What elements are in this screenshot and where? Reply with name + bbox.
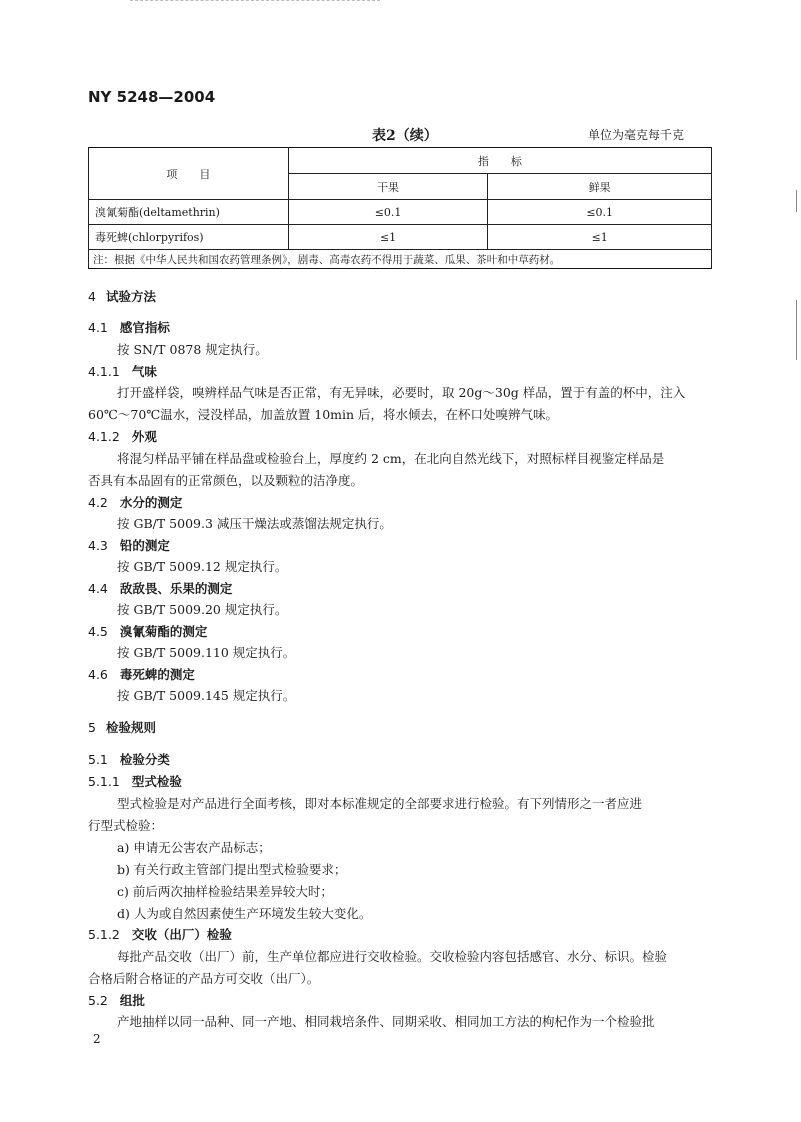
cell-dry: ≤0.1 bbox=[288, 200, 488, 225]
section-5-1-2-line1: 每批产品交收（出厂）前，生产单位都应进行交收检验。交收检验内容包括感官、水分、标识。检验 bbox=[117, 949, 668, 964]
section-5-heading: 5 检验规则 bbox=[88, 720, 156, 735]
section-4-1-2-heading: 4.1.2 外观 bbox=[88, 429, 157, 444]
cell-item: 溴氰菊酯(deltamethrin) bbox=[89, 200, 289, 225]
section-5-1-2-line2: 合格后附合格证的产品方可交收（出厂）。 bbox=[88, 971, 320, 986]
table-unit: 单位为毫克每千克 bbox=[588, 128, 685, 142]
table-row bbox=[89, 225, 712, 250]
section-4-3-text: 按 GB/T 5009.12 规定执行。 bbox=[117, 559, 288, 574]
section-4-2-text: 按 GB/T 5009.3 减压干燥法或蒸馏法规定执行。 bbox=[117, 516, 392, 531]
table-note: 注：根据《中华人民共和国农药管理条例》，剧毒、高毒农药不得用于蔬菜、瓜果、茶叶和中草药材。 bbox=[89, 250, 712, 269]
section-4-4-heading: 4.4 敌敌畏、乐果的测定 bbox=[88, 581, 233, 596]
section-4-1-heading: 4.1 感官指标 bbox=[88, 320, 170, 335]
limits-table bbox=[88, 147, 712, 269]
section-5-1-heading: 5.1 检验分类 bbox=[88, 752, 170, 767]
edge-mark bbox=[796, 300, 797, 360]
section-4-1-text: 按 SN/T 0878 规定执行。 bbox=[117, 342, 268, 357]
section-4-1-1-heading: 4.1.1 气味 bbox=[88, 364, 157, 379]
section-4-1-2-line2: 否具有本品固有的正常颜色，以及颗粒的洁净度。 bbox=[88, 473, 364, 488]
col-item-header: 项 目 bbox=[89, 148, 289, 200]
section-5-1-1-line1: 型式检验是对产品进行全面考核，即对本标准规定的全部要求进行检验。有下列情形之一者应进 bbox=[117, 796, 643, 811]
table-row bbox=[89, 200, 712, 225]
cell-fresh: ≤1 bbox=[488, 225, 712, 250]
section-4-5-text: 按 GB/T 5009.110 规定执行。 bbox=[117, 645, 296, 660]
col-dry-header: 干果 bbox=[288, 174, 488, 200]
section-4-2-heading: 4.2 水分的测定 bbox=[88, 495, 183, 510]
section-4-3-heading: 4.3 铅的测定 bbox=[88, 538, 170, 553]
section-4-4-text: 按 GB/T 5009.20 规定执行。 bbox=[117, 602, 288, 617]
section-4-1-1-line1: 打开盛样袋，嗅辨样品气味是否正常，有无异味，必要时，取 20g～30g 样品，置于有盖的杯中，注入 bbox=[117, 385, 686, 400]
cell-item: 毒死蜱(chlorpyrifos) bbox=[89, 225, 289, 250]
section-5-1-2-heading: 5.1.2 交收（出厂）检验 bbox=[88, 927, 232, 942]
list-item: d) 人为或自然因素使生产环境发生较大变化。 bbox=[117, 906, 372, 921]
list-item: a) 申请无公害农产品标志； bbox=[117, 840, 271, 855]
section-4-heading: 4 试验方法 bbox=[88, 289, 156, 304]
top-edge-line bbox=[130, 0, 380, 2]
section-4-5-heading: 4.5 溴氰菊酯的测定 bbox=[88, 624, 208, 639]
list-item: b) 有关行政主管部门提出型式检验要求； bbox=[117, 862, 347, 877]
cell-dry: ≤1 bbox=[288, 225, 488, 250]
cell-fresh: ≤0.1 bbox=[488, 200, 712, 225]
section-4-6-heading: 4.6 毒死蜱的测定 bbox=[88, 667, 195, 682]
section-5-1-1-line2: 行型式检验： bbox=[88, 818, 164, 833]
col-index-header: 指 标 bbox=[288, 148, 711, 174]
col-fresh-header: 鲜果 bbox=[488, 174, 712, 200]
page-number: 2 bbox=[93, 1032, 101, 1046]
table-caption: 表2（续） bbox=[372, 128, 438, 144]
section-4-1-1-line2: 60℃～70℃温水，浸没样品，加盖放置 10min 后，将水倾去，在杯口处嗅辨气味。 bbox=[88, 407, 559, 422]
section-5-2-heading: 5.2 组批 bbox=[88, 993, 145, 1008]
edge-mark bbox=[796, 190, 797, 212]
standard-number: NY 5248—2004 bbox=[88, 88, 216, 106]
section-5-2-line1: 产地抽样以同一品种、同一产地、相同栽培条件、同期采收、相同加工方法的枸杞作为一个检验批 bbox=[117, 1014, 655, 1029]
list-item: c) 前后两次抽样检验结果差异较大时； bbox=[117, 884, 333, 899]
section-4-1-2-line1: 将混匀样品平铺在样品盘或检验台上，厚度约 2 cm，在北向自然光线下，对照标样目视鉴定样品是 bbox=[117, 451, 665, 466]
section-4-6-text: 按 GB/T 5009.145 规定执行。 bbox=[117, 688, 296, 703]
section-5-1-1-heading: 5.1.1 型式检验 bbox=[88, 774, 182, 789]
